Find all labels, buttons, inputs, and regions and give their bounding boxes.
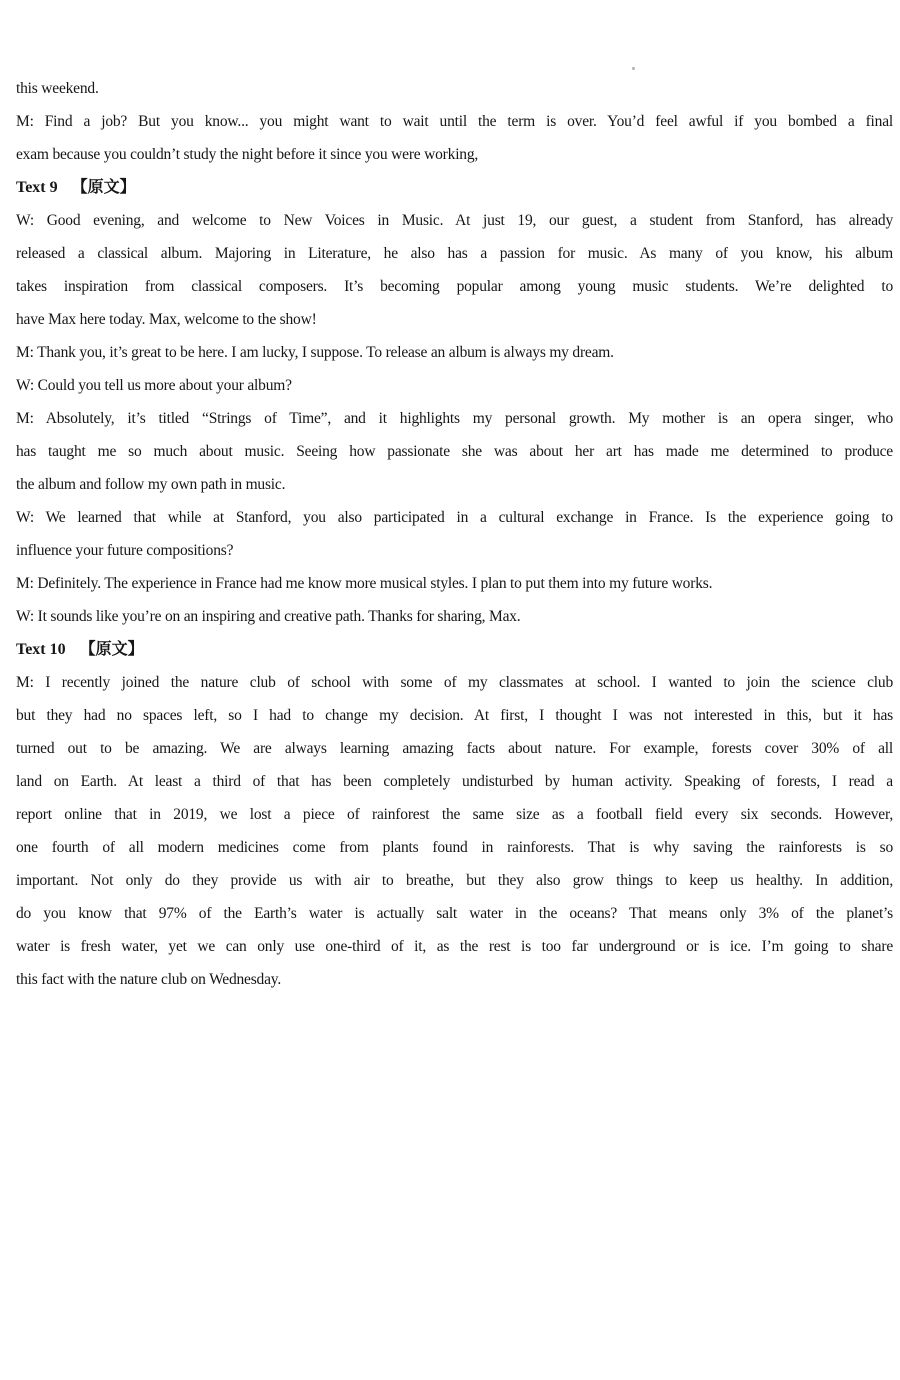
- transcript-paragraph: [16, 369, 893, 402]
- transcript-paragraph: [16, 72, 893, 105]
- text-line: this weekend.: [16, 80, 99, 97]
- transcript-document: [16, 72, 893, 996]
- text-line: one fourth of all modern medicines come from plants found in rainforests. That is why saving the rainforests is so: [16, 839, 893, 856]
- text-line: exam because you couldn’t study the night before it since you were working,: [16, 146, 479, 163]
- transcript-paragraph: [16, 402, 893, 501]
- text-line: water is fresh water, yet we can only use one-third of it, as the rest is too far underground or is ice. I’m going to share: [16, 938, 893, 955]
- transcript-paragraph: [16, 204, 893, 336]
- text-line: W: It sounds like you’re on an inspiring and creative path. Thanks for sharing, Max.: [16, 608, 521, 625]
- text-line: W: We learned that while at Stanford, you also participated in a cultural exchange in France. Is the experience going to: [16, 509, 893, 526]
- transcript-paragraph: [16, 105, 893, 171]
- text-line: M: Thank you, it’s great to be here. I am lucky, I suppose. To release an album is always my dream.: [16, 344, 614, 361]
- section-heading-label: Text 9: [16, 179, 58, 196]
- section-heading-label: Text 10: [16, 641, 66, 658]
- scan-speck-artifact: [632, 67, 635, 70]
- text-line: W: Could you tell us more about your album?: [16, 377, 292, 394]
- text-line: important. Not only do they provide us with air to breathe, but they also grow things to keep us healthy. In addition,: [16, 872, 893, 889]
- transcript-paragraph: [16, 666, 893, 996]
- transcript-paragraph: [16, 501, 893, 567]
- transcript-paragraph: [16, 567, 893, 600]
- text-line: M: Definitely. The experience in France had me know more musical styles. I plan to put them into my future works.: [16, 575, 713, 592]
- transcript-paragraph: [16, 336, 893, 369]
- text-line: do you know that 97% of the Earth’s water is actually salt water in the oceans? That means only 3% of the planet’s: [16, 905, 893, 922]
- text-line: released a classical album. Majoring in Literature, he also has a passion for music. As many of you know, his album: [16, 245, 893, 262]
- original-text-marker: 【原文】: [71, 179, 136, 196]
- text-line: report online that in 2019, we lost a piece of rainforest the same size as a football field every six seconds. However,: [16, 806, 893, 823]
- text-line: W: Good evening, and welcome to New Voices in Music. At just 19, our guest, a student from Stanford, has already: [16, 212, 893, 229]
- original-text-marker: 【原文】: [79, 641, 144, 658]
- text-line: have Max here today. Max, welcome to the show!: [16, 311, 317, 328]
- transcript-paragraph: [16, 600, 893, 633]
- text-line: M: Find a job? But you know... you might want to wait until the term is over. You’d feel awful if you bombed a final: [16, 113, 893, 130]
- text-line: but they had no spaces left, so I had to change my decision. At first, I thought I was not interested in this, but it has: [16, 707, 893, 724]
- text-line: influence your future compositions?: [16, 542, 234, 559]
- text-line: this fact with the nature club on Wednesday.: [16, 971, 282, 988]
- text-line: M: Absolutely, it’s titled “Strings of Time”, and it highlights my personal growth. My mother is an opera singer, who: [16, 410, 893, 427]
- section-heading: [16, 171, 893, 204]
- text-line: takes inspiration from classical composers. It’s becoming popular among young music students. We’re delighted to: [16, 278, 893, 295]
- text-line: M: I recently joined the nature club of school with some of my classmates at school. I wanted to join the science club: [16, 674, 893, 691]
- text-line: the album and follow my own path in music.: [16, 476, 286, 493]
- text-line: land on Earth. At least a third of that has been completely undisturbed by human activity. Speaking of forests, I read a: [16, 773, 893, 790]
- text-line: turned out to be amazing. We are always learning amazing facts about nature. For example, forests cover 30% of all: [16, 740, 893, 757]
- text-line: has taught me so much about music. Seeing how passionate she was about her art has made me determined to produce: [16, 443, 893, 460]
- section-heading: [16, 633, 893, 666]
